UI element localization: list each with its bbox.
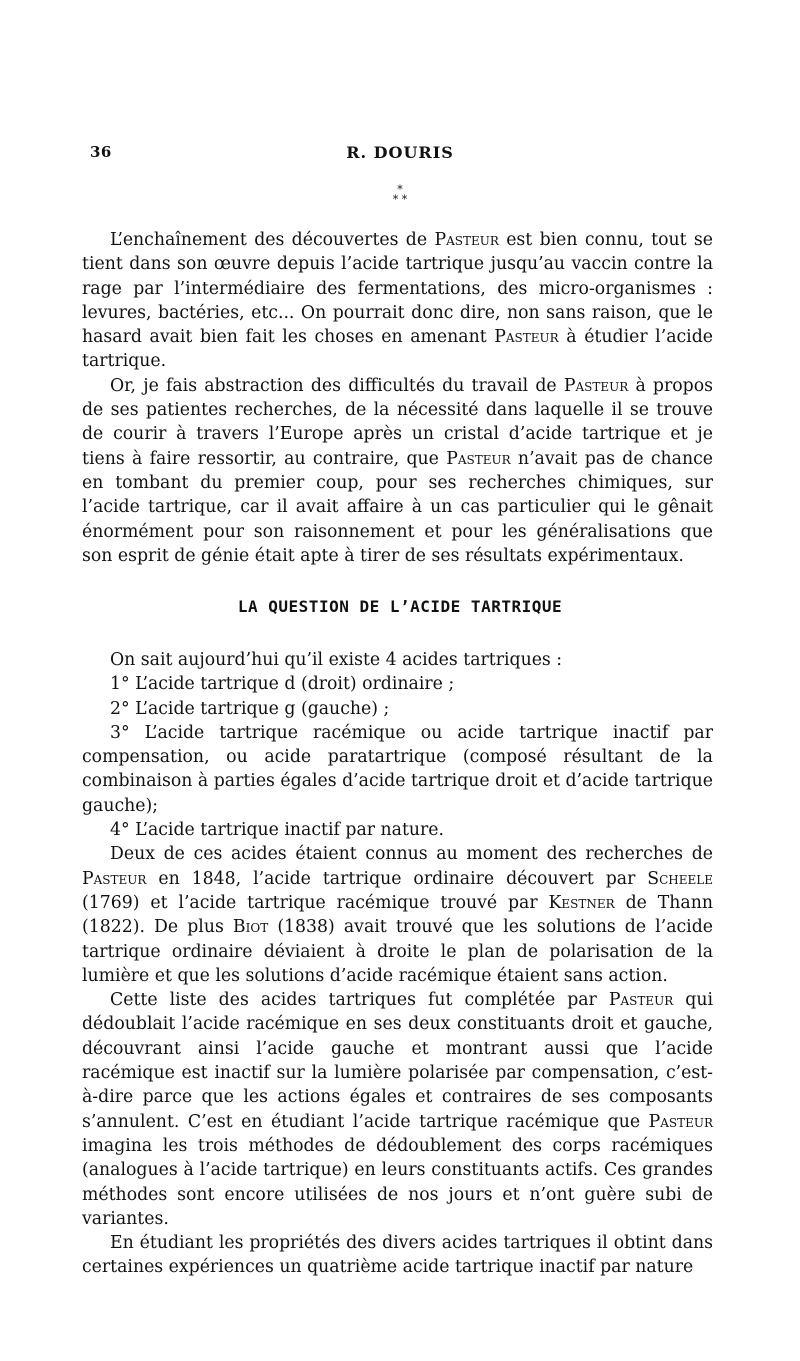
list-item-3: 3° L’acide tartrique racémique ou acide tartrique inactif par compensation, ou acide paratartrique (composé résultant de la combinaison à parties égales d’acide tartrique droit et d’acide tartrique gauche);	[82, 722, 713, 816]
page-header	[90, 143, 710, 165]
name-pasteur: Pasteur	[82, 868, 147, 889]
paragraph-3: Deux de ces acides étaient connus au moment des recherches de Pasteur en 1848, l’acide tartrique ordinaire découvert par Scheele (1769) et l’acide tartrique racémique trouvé par Kestner de Thann (1822). De plus Biot (1838) avait trouvé que les solutions de l’acide tartrique ordinaire déviaient à droite le plan de polarisation de la lumière et que les solutions d’acide racémique étaient sans action.	[82, 844, 713, 986]
name-pasteur: Pasteur	[608, 990, 674, 1011]
paragraph-5: En étudiant les propriétés des divers acides tartriques il obtint dans certaines expériences un quatrième acide tartrique inactif par nature	[82, 1233, 713, 1278]
list-item-1: 1° L’acide tartrique d (droit) ordinaire ;	[110, 674, 455, 695]
name-pasteur: Pasteur	[446, 448, 511, 469]
asterism-glyphs: * * *	[392, 183, 408, 206]
running-head: R. DOURIS	[346, 143, 454, 162]
list-item-2: 2° L’acide tartrique g (gauche) ;	[110, 698, 390, 719]
paragraph-4: Cette liste des acides tartriques fut complétée par Pasteur qui dédoublait l’acide racémique en ses deux constituants droit et gauche, découvrant ainsi l’acide gauche et montrant aussi que l’acide racémique est inactif sur la lumière polarisée par compensation, c’est-à-dire parce que les actions égales et contraires de ses composants s’annulent. C’est en étudiant l’acide tartrique racémique que Pasteur imagina les trois méthodes de dédoublement des corps racémiques (analogues à l’acide tartrique) en leurs constituants actifs. Ces grandes méthodes sont encore utilisées de nos jours et n’ont guère subi de variantes.	[82, 990, 713, 1229]
name-biot: Biot	[232, 917, 269, 938]
section-intro	[82, 228, 713, 568]
name-pasteur: Pasteur	[563, 375, 629, 396]
name-pasteur: Pasteur	[434, 230, 499, 250]
list-item-4: 4° L’acide tartrique inactif par nature.	[110, 820, 445, 841]
section-acides	[82, 648, 713, 1280]
paragraph-1: L’enchaînement des découvertes de Pasteur est bien connu, tout se tient dans son œuvre depuis l’acide tartrique jusqu’au vaccin contre la rage par l’intermédiaire des fermentations, des micro-organismes : levures, bactéries, etc... On pourrait donc dire, non sans raison, que le hasard avait bien fait les choses en amenant Pasteur à étudier l’acide tartrique.	[82, 230, 714, 372]
section-title: LA QUESTION DE L’ACIDE TARTRIQUE	[237, 597, 563, 616]
page-number: 36	[90, 143, 112, 161]
asterism	[0, 185, 800, 205]
name-pasteur: Pasteur	[648, 1111, 713, 1132]
paragraph-2: Or, je fais abstraction des difficultés du travail de Pasteur à propos de ses patientes recherches, de la nécessité dans laquelle il se trouve de courir à travers l’Europe après un cristal d’acide tartrique et je tiens à faire ressortir, au contraire, que Pasteur n’avait pas de chance en tombant du premier coup, pour ses recherches chimiques, sur l’acide tartrique, car il avait affaire à un cas particulier qui le gênait énormément pour son raisonnement et pour les généralisations que son esprit de génie était apte à tirer de ses résultats expérimentaux.	[82, 375, 713, 566]
list-intro: On sait aujourd’hui qu’il existe 4 acides tartriques :	[110, 650, 563, 670]
name-kestner: Kestner	[548, 892, 615, 913]
name-pasteur: Pasteur	[494, 327, 559, 348]
name-scheele: Scheele	[647, 868, 713, 889]
